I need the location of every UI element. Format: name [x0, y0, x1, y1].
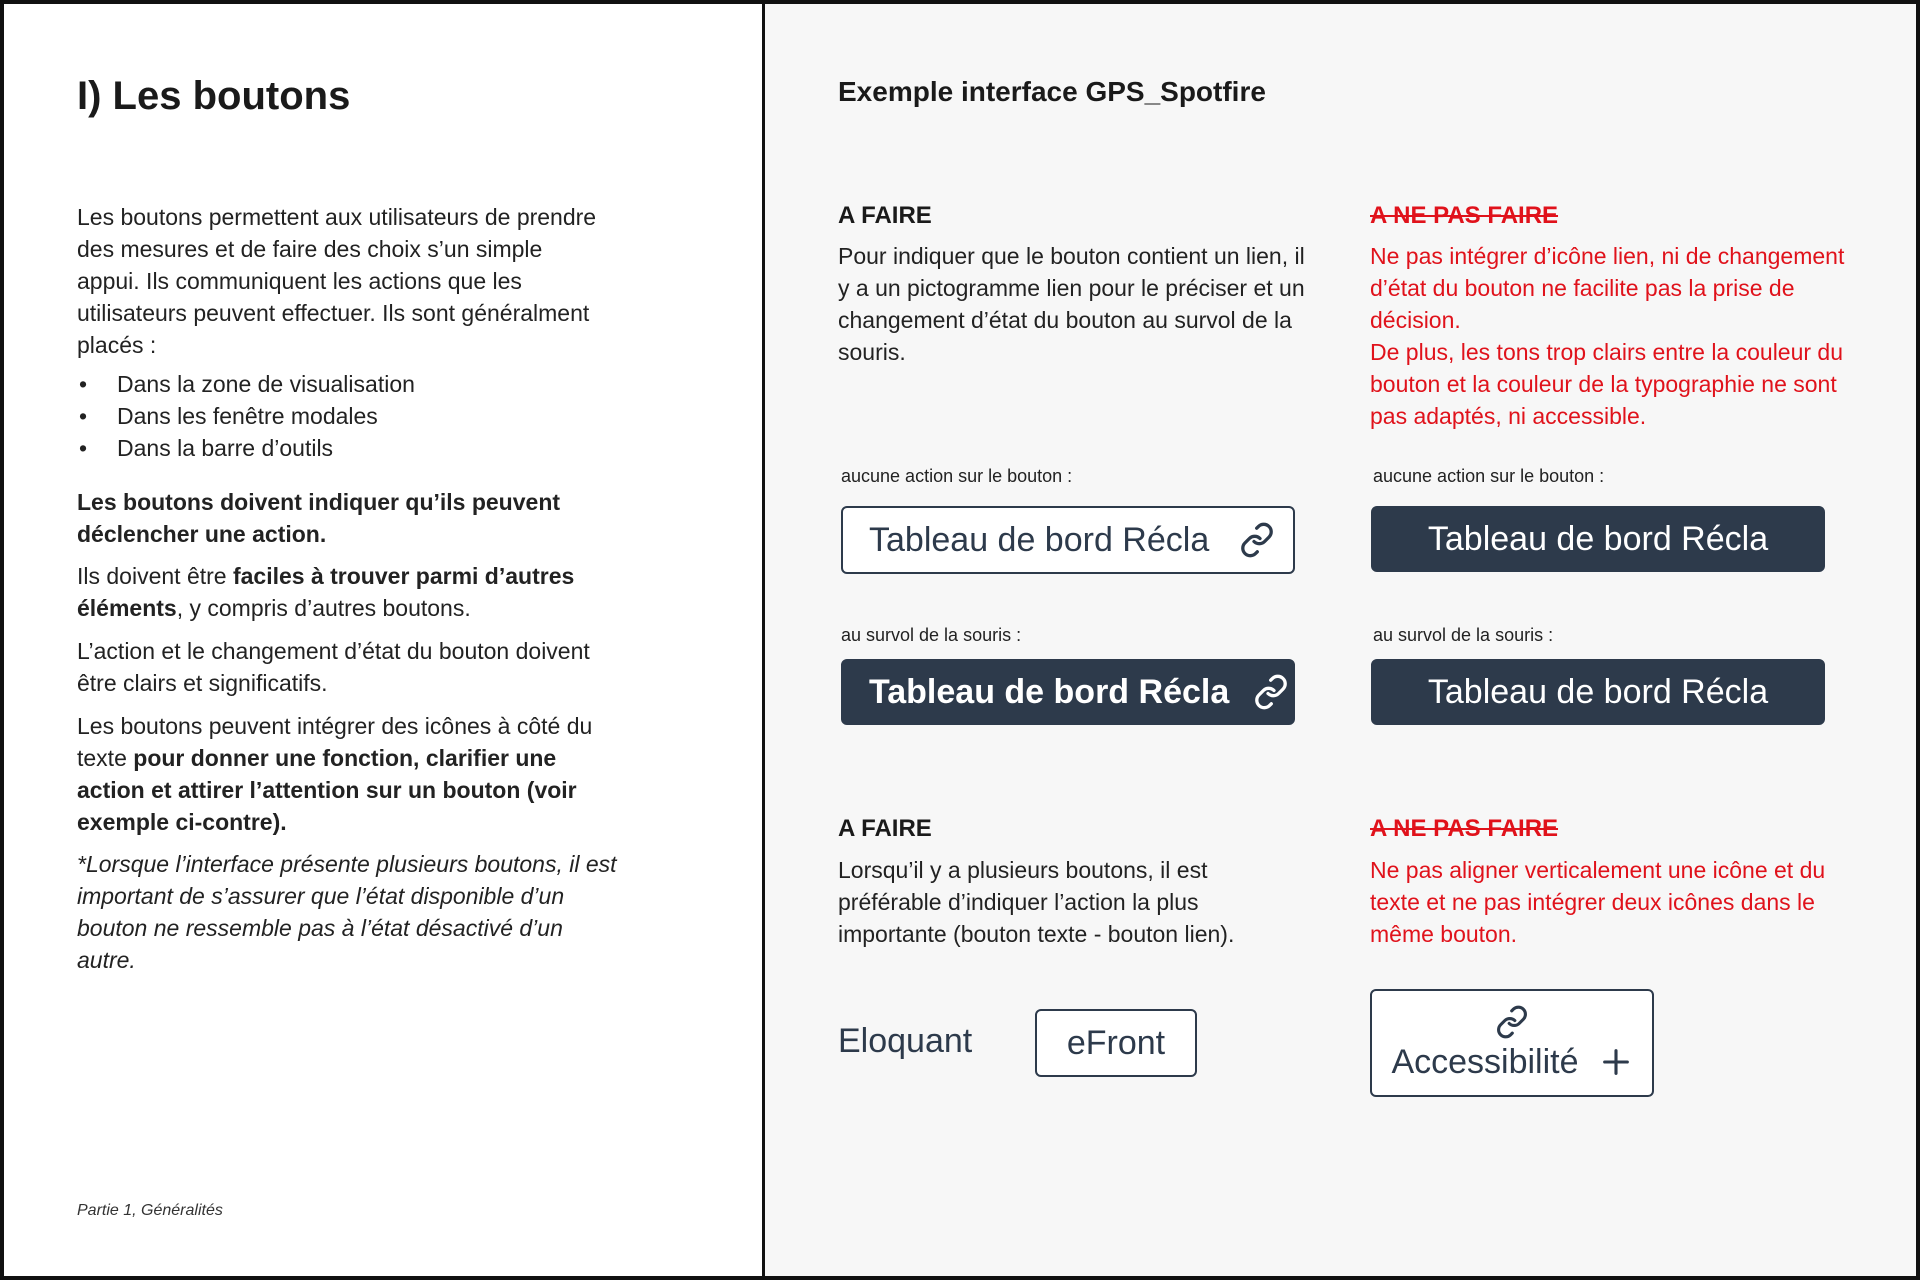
button-content-row — [1391, 1043, 1632, 1082]
do-heading: A FAIRE — [838, 202, 932, 229]
emphasis: pour donner une fonction, clarifier une action et attirer l’attention sur un bouton (voir exemple ci-contre). — [77, 745, 577, 835]
button-label: Tableau de bord Récla — [1427, 519, 1769, 558]
idle-state-label: aucune action sur le bouton : — [1373, 466, 1605, 486]
list-item: • Dans la zone de visualisation — [77, 368, 597, 400]
eloquant-text-button[interactable]: Eloquant — [838, 1022, 973, 1060]
button-label: eFront — [1066, 1023, 1166, 1062]
list-item: • Dans les fenêtre modales — [77, 400, 597, 432]
link-icon — [1253, 674, 1289, 710]
state-change-paragraph: L’action et le changement d’état du bouton doivent être clairs et significatifs. — [77, 638, 590, 696]
page-title: I) Les boutons — [77, 74, 351, 118]
hover-state-label: au survol de la souris : — [1373, 625, 1554, 645]
dashboard-link-button-idle[interactable] — [841, 506, 1295, 574]
button-label: Tableau de bord Récla — [1427, 672, 1769, 711]
text-run: Ils doivent être — [77, 563, 233, 589]
dashboard-button-idle-bad[interactable] — [1371, 506, 1825, 572]
dont-heading: A NE PAS FAIRE — [1370, 815, 1559, 842]
dont-heading: A NE PAS FAIRE — [1370, 202, 1559, 229]
efront-button[interactable] — [1035, 1009, 1197, 1077]
dont-description: Ne pas aligner verticalement une icône et du texte et ne pas intégrer deux icônes dans le même bouton. — [1370, 857, 1826, 947]
icons-paragraph — [77, 710, 617, 838]
do-description: Lorsqu’il y a plusieurs boutons, il est préférable d’indiquer l’action la plus importante (bouton texte - bouton lien). — [838, 857, 1235, 947]
button-label: Tableau de bord Récla — [869, 520, 1210, 559]
findability-paragraph — [77, 560, 617, 624]
key-statement: Les boutons doivent indiquer qu’ils peuvent déclencher une action. — [77, 489, 561, 547]
accessibility-button-bad[interactable] — [1370, 989, 1654, 1097]
text-run: , y compris d’autres boutons. — [176, 595, 471, 621]
left-panel — [4, 4, 762, 1276]
footer-section-label: Partie 1, Généralités — [77, 1202, 223, 1219]
dont-description-more: De plus, les tons trop clairs entre la couleur du bouton et la couleur de la typographie ne sont pas adaptés, ni accessible. — [1370, 339, 1844, 429]
example-title: Exemple interface GPS_Spotfire — [838, 76, 1266, 107]
text-run: Les boutons peuvent intégrer des icônes à côté du texte — [77, 713, 593, 771]
button-label: Accessibilité — [1391, 1042, 1579, 1081]
idle-state-label: aucune action sur le bouton : — [841, 466, 1073, 486]
button-label: Tableau de bord Récla — [869, 672, 1230, 711]
italic-note: *Lorsque l’interface présente plusieurs boutons, il est important de s’assurer que l’état disponible d’un bouton ne ressemble pas à l’état désactivé d’un autre. — [77, 851, 617, 973]
dashboard-button-hover-bad[interactable] — [1371, 659, 1825, 725]
intro-paragraph: Les boutons permettent aux utilisateurs de prendre des mesures et de faire des choix s’un simple appui. Ils communiquent les actions que les utilisateurs peuvent effectuer. Ils sont généralment placés : — [77, 204, 597, 358]
dashboard-link-button-hover[interactable] — [841, 659, 1295, 725]
plus-icon — [1599, 1045, 1633, 1079]
list-item: • Dans la barre d’outils — [77, 432, 597, 464]
emphasis: faciles à trouver parmi d’autres éléments — [77, 563, 575, 621]
hover-state-label: au survol de la souris : — [841, 625, 1022, 645]
link-icon — [1239, 522, 1275, 558]
right-panel — [765, 4, 1916, 1276]
link-icon — [1495, 1005, 1529, 1039]
placement-list — [77, 368, 597, 464]
dont-description: Ne pas intégrer d’icône lien, ni de changement d’état du bouton ne facilite pas la prise de décision. — [1370, 243, 1845, 333]
do-heading: A FAIRE — [838, 815, 932, 842]
do-description: Pour indiquer que le bouton contient un lien, il y a un pictogramme lien pour le préciser et un changement d’état du bouton au survol de la souris. — [838, 243, 1305, 365]
